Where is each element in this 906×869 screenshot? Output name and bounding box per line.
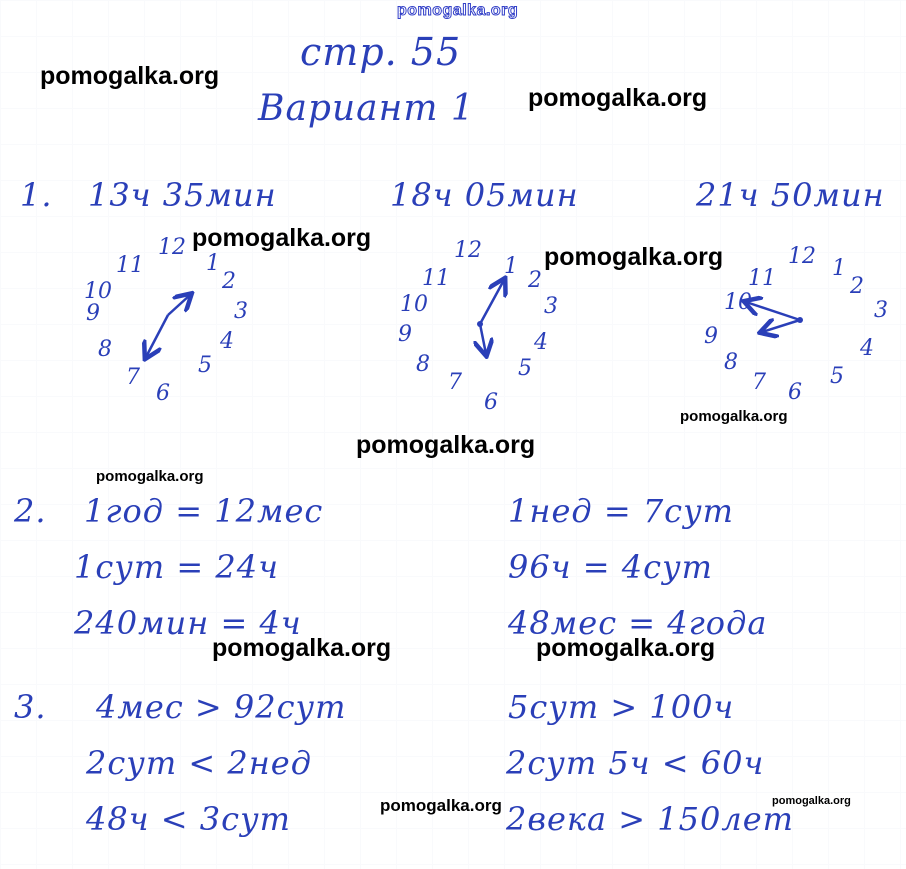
task3-left-2: 2сут < 2нед xyxy=(86,744,312,782)
clock-3: 12 1 2 3 4 5 6 7 8 9 10 11 xyxy=(700,240,900,415)
task1-time-2: 18ч 05мин xyxy=(390,176,579,214)
watermark: pomogalka.org xyxy=(356,431,536,459)
task1-number: 1. xyxy=(20,176,53,214)
task2-left-3: 240мин = 4ч xyxy=(74,604,302,642)
watermark: pomogalka.org xyxy=(536,634,716,662)
task1-time-3: 21ч 50мин xyxy=(696,176,885,214)
watermark: pomogalka.org xyxy=(192,224,372,252)
variant-title: Вариант 1 xyxy=(258,88,475,129)
task2-number: 2. xyxy=(14,492,47,530)
task2-right-1: 1нед = 7сут xyxy=(508,492,734,530)
task1-time-1: 13ч 35мин xyxy=(88,176,277,214)
clock-3-hands xyxy=(700,240,900,415)
watermark: pomogalka.org xyxy=(772,795,851,807)
task3-number: 3. xyxy=(14,688,47,726)
watermark: pomogalka.org xyxy=(212,634,392,662)
clock-2: 12 1 2 3 4 5 6 7 8 9 10 11 xyxy=(396,238,586,423)
clock-1: 12 1 2 3 4 5 6 7 8 9 10 11 xyxy=(80,235,270,415)
task2-left-2: 1сут = 24ч xyxy=(74,548,279,586)
task2-right-2: 96ч = 4сут xyxy=(508,548,713,586)
task3-left-3: 48ч < 3сут xyxy=(86,800,291,838)
task2-right-3: 48мес = 4года xyxy=(508,604,768,642)
task3-left-1: 4мес > 92сут xyxy=(96,688,347,726)
watermark: pomogalka.org xyxy=(96,468,204,485)
task3-right-3: 2века > 150лет xyxy=(506,800,794,838)
watermark: pomogalka.org xyxy=(528,84,708,112)
task3-right-2: 2сут 5ч < 60ч xyxy=(506,744,765,782)
task2-left-1: 1год = 12мес xyxy=(84,492,324,530)
top-watermark: pomogalka.org xyxy=(397,2,519,19)
watermark: pomogalka.org xyxy=(680,408,788,425)
page-label: стр. 55 xyxy=(300,30,462,74)
watermark: pomogalka.org xyxy=(380,796,502,815)
watermark: pomogalka.org xyxy=(40,62,220,90)
watermark: pomogalka.org xyxy=(544,243,724,271)
clock-1-hands xyxy=(80,235,270,415)
task3-right-1: 5сут > 100ч xyxy=(508,688,735,726)
clock-2-hands xyxy=(396,238,586,423)
